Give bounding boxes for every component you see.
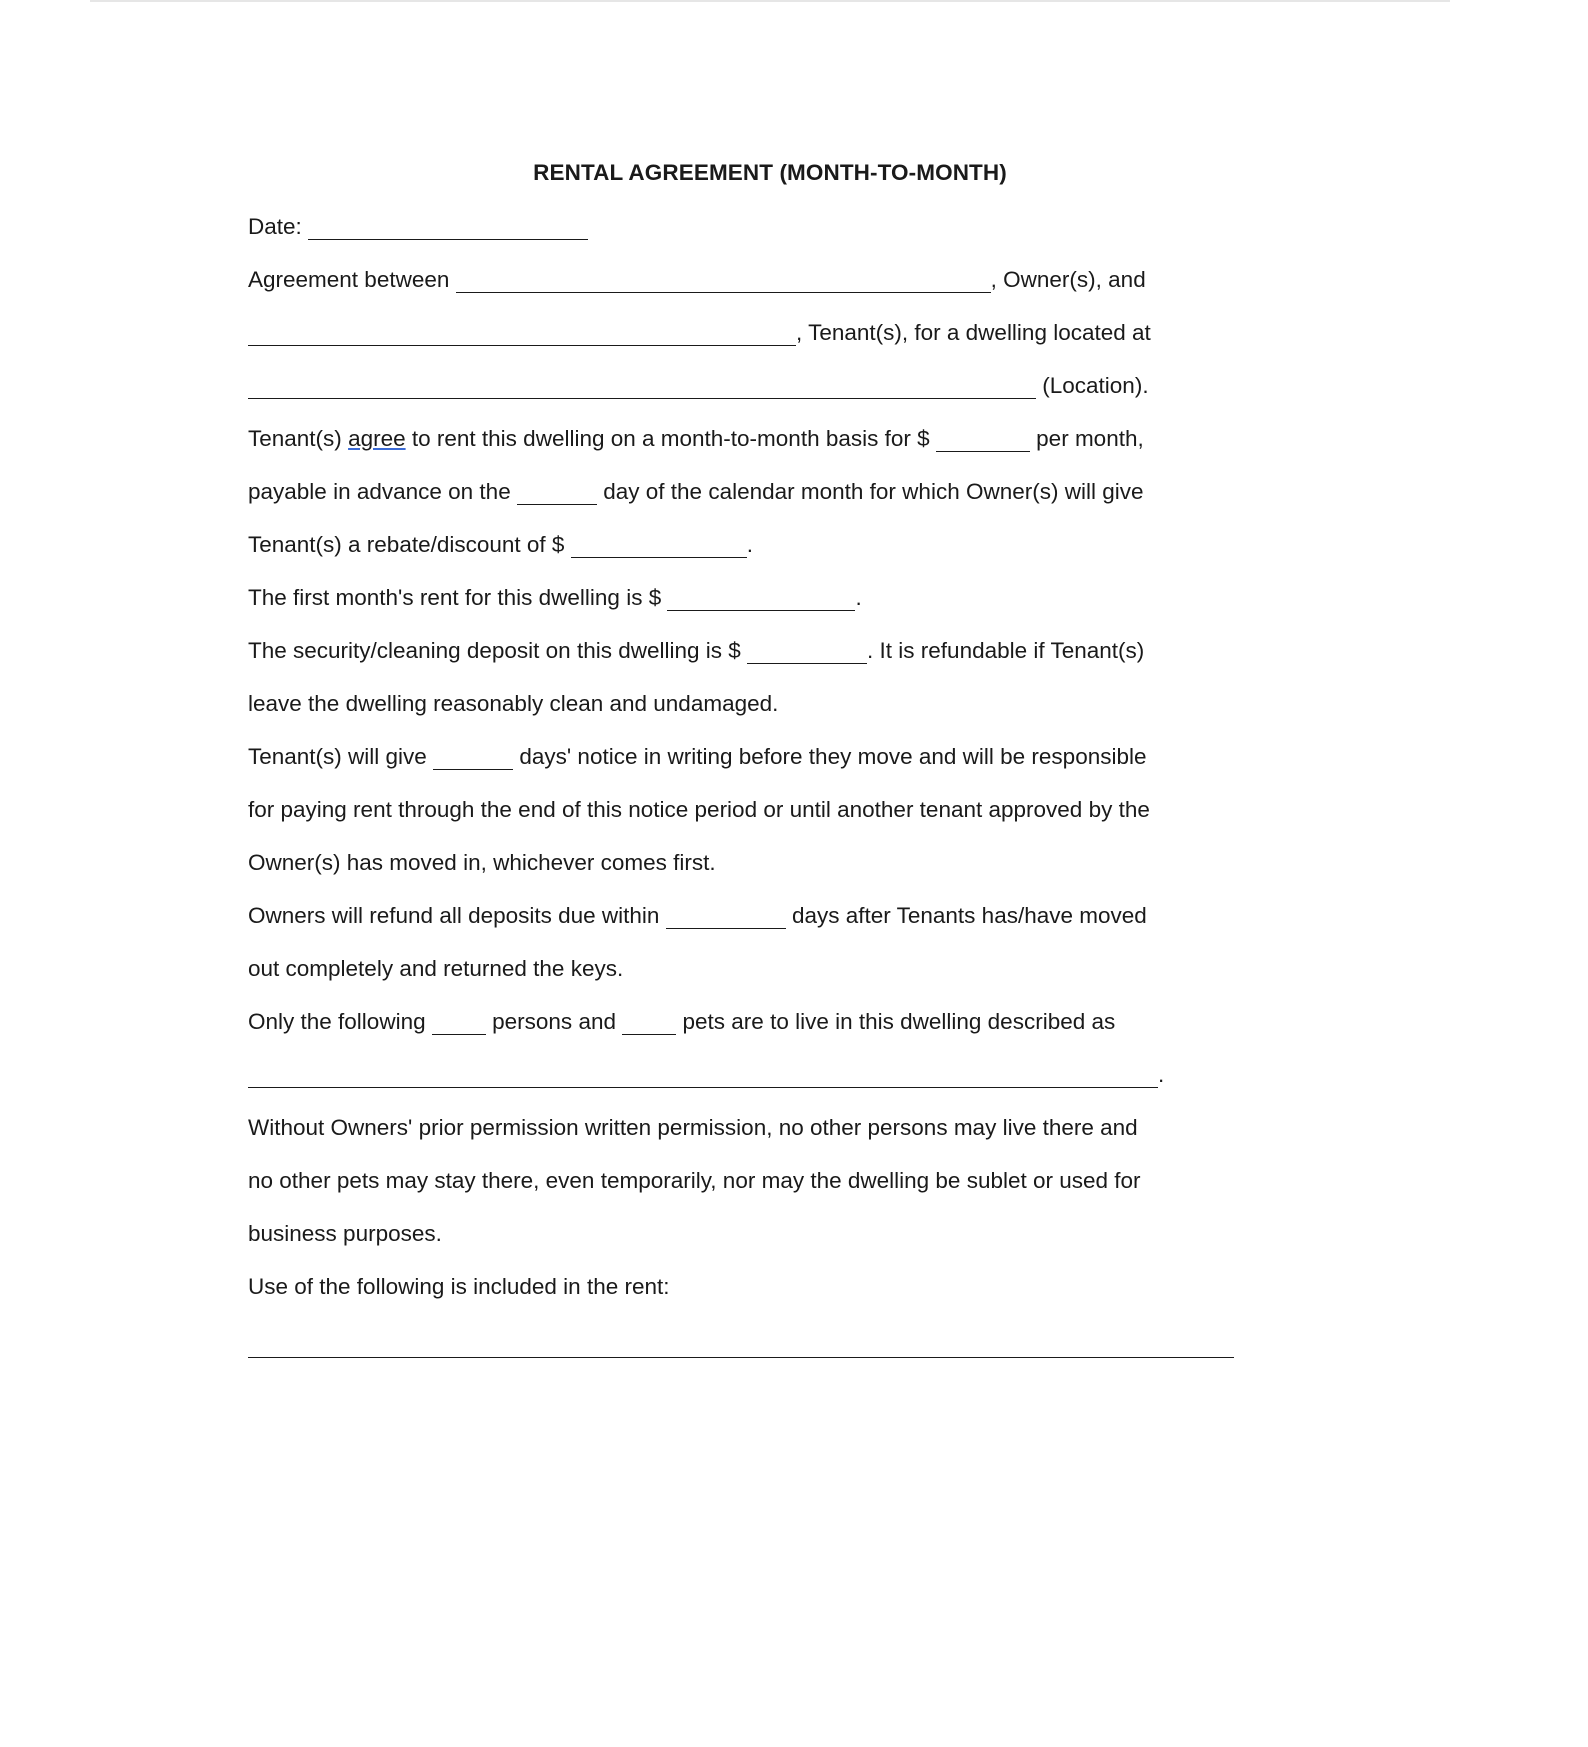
tenants-label: , Tenant(s), for a dwelling located at: [796, 320, 1151, 345]
included-blank-line: [248, 1330, 1234, 1360]
notice-line-1: [248, 742, 1147, 772]
agreement-line-1: [248, 265, 1146, 295]
permission-line-1: [248, 1113, 1138, 1143]
notice-text-3: Owner(s) has moved in, whichever comes first.: [248, 850, 716, 875]
refund-label: Owners will refund all deposits due within: [248, 903, 660, 928]
occupants-period: .: [1158, 1062, 1165, 1087]
occupants-label: Only the following: [248, 1009, 426, 1034]
deposit-refundable-text: . It is refundable if Tenant(s): [867, 638, 1145, 663]
date-label: Date:: [248, 214, 302, 239]
rent-text-calendar: day of the calendar month for which Owner(s) will give: [603, 479, 1144, 504]
location-field[interactable]: [248, 376, 1036, 399]
persons-count-field[interactable]: [432, 1012, 486, 1035]
notice-label: Tenant(s) will give: [248, 744, 427, 769]
included-label: Use of the following is included in the rent:: [248, 1274, 670, 1299]
date-line: [248, 212, 588, 242]
notice-line-2: [248, 795, 1150, 825]
monthly-rent-field[interactable]: [936, 429, 1030, 452]
tenant-name-field[interactable]: [248, 323, 796, 346]
permission-line-3: [248, 1219, 442, 1249]
rent-text-rebate: Tenant(s) a rebate/discount of $: [248, 532, 565, 557]
permission-text-1: Without Owners' prior permission written permission, no other persons may live there and: [248, 1115, 1138, 1140]
permission-text-3: business purposes.: [248, 1221, 442, 1246]
rent-text-basis: to rent this dwelling on a month-to-month basis for $: [411, 426, 930, 451]
included-items-field[interactable]: [248, 1335, 1234, 1358]
deposit-field[interactable]: [747, 641, 867, 664]
included-line: [248, 1272, 670, 1302]
deposit-line-2: [248, 689, 778, 719]
notice-text: days' notice in writing before they move and will be responsible: [519, 744, 1147, 769]
refund-days-field[interactable]: [666, 906, 786, 929]
owner-name-field[interactable]: [456, 270, 991, 293]
rent-line-3: [248, 530, 753, 560]
location-label: (Location).: [1042, 373, 1149, 398]
rent-line-2: [248, 477, 1143, 507]
first-month-line: [248, 583, 862, 613]
rent-line-1: [248, 424, 1144, 454]
rent-text-per-month: per month,: [1036, 426, 1144, 451]
persons-label: persons and: [492, 1009, 616, 1034]
rent-text-tenants: Tenant(s): [248, 426, 342, 451]
occupants-line-2: [248, 1060, 1164, 1090]
pets-count-field[interactable]: [622, 1012, 676, 1035]
deposit-line-1: [248, 636, 1144, 666]
owners-label: , Owner(s), and: [990, 267, 1146, 292]
deposit-condition-text: leave the dwelling reasonably clean and undamaged.: [248, 691, 779, 716]
refund-text-2: out completely and returned the keys.: [248, 956, 624, 981]
first-month-label: The first month's rent for this dwelling is $: [248, 585, 662, 610]
permission-line-2: [248, 1166, 1141, 1196]
rebate-period: .: [746, 532, 753, 557]
refund-text: days after Tenants has/have moved: [791, 903, 1147, 928]
occupants-description-field[interactable]: [248, 1065, 1158, 1088]
refund-line-1: [248, 901, 1147, 931]
notice-days-field[interactable]: [433, 747, 513, 770]
occupants-line-1: [248, 1007, 1115, 1037]
notice-text-2: for paying rent through the end of this notice period or until another tenant approved by the: [248, 797, 1150, 822]
pets-label: pets are to live in this dwelling described as: [682, 1009, 1116, 1034]
agreement-line-2: [248, 318, 1151, 348]
permission-text-2: no other pets may stay there, even temporarily, nor may the dwelling be sublet or used for: [248, 1168, 1141, 1193]
agreement-between-label: Agreement between: [248, 267, 450, 292]
rent-text-payable: payable in advance on the: [248, 479, 511, 504]
document-title: RENTAL AGREEMENT (MONTH-TO-MONTH): [533, 160, 1007, 185]
deposit-label: The security/cleaning deposit on this dwelling is $: [248, 638, 741, 663]
refund-line-2: [248, 954, 623, 984]
payment-day-field[interactable]: [517, 482, 597, 505]
date-field[interactable]: [308, 217, 588, 240]
agree-word: agree: [348, 426, 406, 451]
notice-line-3: [248, 848, 716, 878]
first-month-period: .: [855, 585, 862, 610]
rebate-field[interactable]: [571, 535, 747, 558]
agreement-line-3: [248, 371, 1149, 401]
first-month-rent-field[interactable]: [667, 588, 855, 611]
